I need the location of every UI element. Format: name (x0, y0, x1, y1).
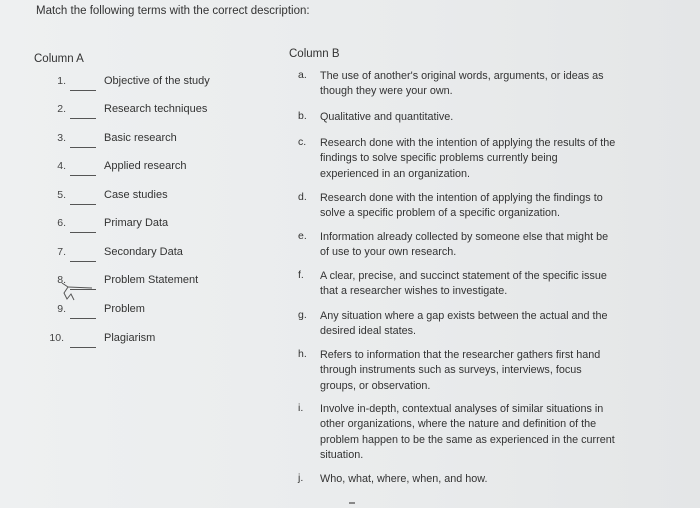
column-a-heading: Column A (34, 53, 84, 65)
item-number: 9. (57, 303, 66, 315)
column-b-item (298, 402, 618, 466)
item-letter: c. (298, 136, 307, 148)
item-letter: e. (298, 230, 307, 242)
item-letter: i. (298, 402, 304, 414)
column-b-item (298, 191, 618, 223)
term-label: Objective of the study (104, 75, 210, 87)
description-text: Refers to information that the researcher gathers first hand through instruments such as surveys, interviews, focus groups, or observation. (320, 349, 601, 392)
item-letter: a. (298, 69, 307, 81)
term-label: Problem (104, 303, 145, 315)
item-number: 1. (57, 75, 66, 87)
description-text: The use of another's original words, arguments, or ideas as though they were your own. (320, 70, 604, 98)
description-text: Information already collected by someone else that might be of use to your own research. (320, 231, 609, 259)
item-letter: j. (298, 472, 304, 484)
pen-scribble-icon (58, 279, 94, 303)
item-letter: d. (298, 191, 307, 203)
column-b-item (298, 348, 618, 396)
answer-blank[interactable] (70, 175, 96, 176)
term-label: Problem Statement (104, 274, 199, 286)
column-a-item (0, 246, 280, 266)
term-label: Basic research (104, 132, 177, 144)
column-a-item (0, 217, 280, 237)
column-b-item (298, 110, 618, 126)
column-a-item (0, 103, 280, 123)
item-number: 8. (57, 274, 66, 286)
description-text: A clear, precise, and succinct statement of the specific issue that a researcher wishes to investigate. (320, 270, 607, 298)
answer-blank[interactable] (70, 318, 96, 319)
answer-blank[interactable] (70, 118, 96, 119)
column-b-heading: Column B (289, 48, 340, 60)
item-letter: g. (298, 309, 307, 321)
item-number: 6. (57, 217, 66, 229)
instruction-text: Match the following terms with the correct description: (36, 5, 310, 17)
column-a-item (0, 189, 280, 209)
description-text: Qualitative and quantitative. (320, 111, 454, 123)
column-b-item (298, 136, 618, 184)
answer-blank[interactable] (70, 204, 96, 205)
answer-blank[interactable] (70, 90, 96, 91)
description-text: Who, what, where, when, and how. (320, 473, 488, 485)
term-label: Primary Data (104, 217, 169, 229)
item-number: 7. (57, 246, 66, 258)
term-label: Case studies (104, 189, 168, 201)
column-a-item (0, 132, 280, 152)
term-label: Secondary Data (104, 246, 183, 258)
column-a-item (0, 160, 280, 180)
item-number: 4. (57, 160, 66, 172)
description-text: Research done with the intention of applying the findings to solve a specific problem of a specific organization. (320, 192, 603, 220)
description-text: Research done with the intention of applying the results of the findings to solve specific problems currently being experienced in an organization. (320, 137, 616, 180)
answer-blank[interactable] (70, 347, 96, 348)
item-number: 5. (57, 189, 66, 201)
description-text: Involve in-depth, contextual analyses of similar situations in other organizations, where the nature and definition of the problem happen to be the same as experienced in the current situation. (320, 403, 615, 462)
item-number: 10. (49, 332, 64, 344)
description-text: Any situation where a gap exists between the actual and the desired ideal states. (320, 310, 608, 338)
item-letter: h. (298, 348, 307, 360)
column-b-item (298, 472, 618, 488)
item-letter: b. (298, 110, 307, 122)
term-label: Research techniques (104, 103, 208, 115)
column-a-item (0, 274, 280, 294)
answer-blank[interactable] (70, 147, 96, 148)
item-number: 2. (57, 103, 66, 115)
answer-blank[interactable] (70, 261, 96, 262)
column-b-item (298, 69, 618, 101)
column-b-item (298, 230, 618, 262)
column-a-item (0, 75, 280, 95)
term-label: Plagiarism (104, 332, 156, 344)
column-b-item (298, 309, 618, 341)
column-b-item (298, 269, 618, 301)
column-a-item (0, 303, 280, 323)
answer-blank[interactable] (70, 232, 96, 233)
scroll-indicator (349, 502, 355, 504)
column-a-item (0, 332, 280, 352)
item-number: 3. (57, 132, 66, 144)
item-letter: f. (298, 269, 304, 281)
term-label: Applied research (104, 160, 187, 172)
